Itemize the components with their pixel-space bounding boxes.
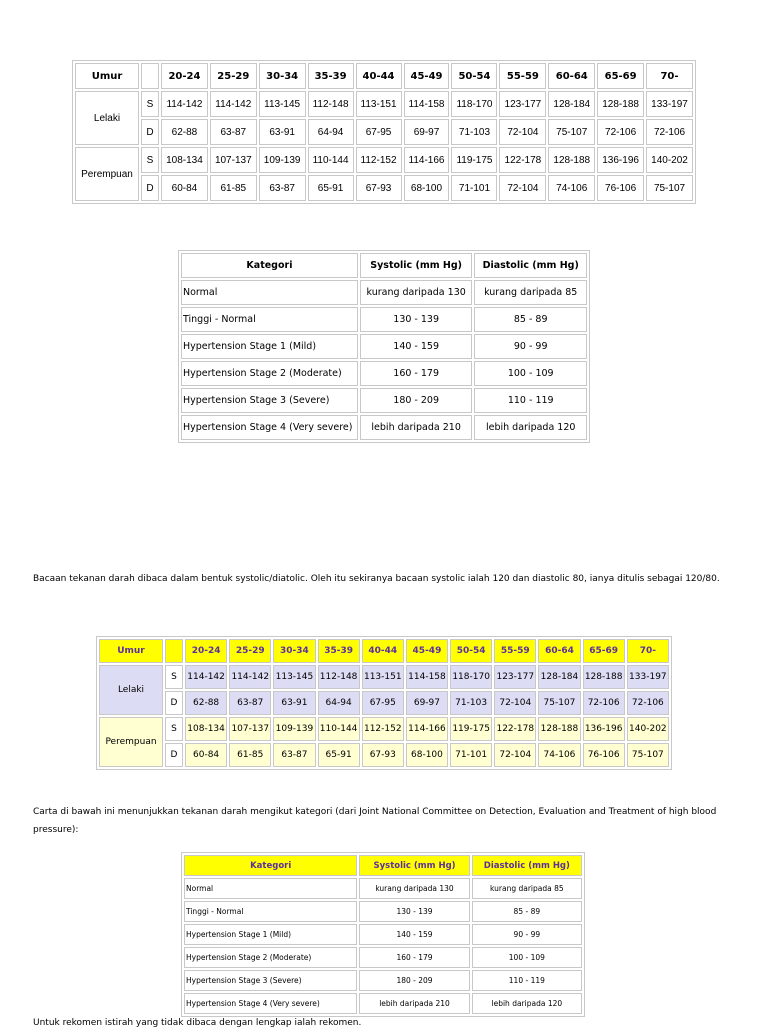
bp-range-cell: 107-137 xyxy=(210,147,257,173)
bp-range-cell: 113-151 xyxy=(356,91,402,117)
table-row xyxy=(184,878,582,899)
bp-range-cell: 62-88 xyxy=(161,119,208,145)
table-row xyxy=(75,91,693,117)
bp-range-cell: 114-142 xyxy=(161,91,208,117)
age-header-40-44: 40-44 xyxy=(356,63,402,89)
reading-type: S xyxy=(141,91,159,117)
bp-range-cell: 75-107 xyxy=(627,743,669,767)
table-row xyxy=(184,947,582,968)
kategori-cell: Normal xyxy=(181,280,358,305)
bp-range-cell: 123-177 xyxy=(494,665,536,689)
bp-range-cell: 75-107 xyxy=(646,175,693,201)
bp-range-cell: 114-158 xyxy=(404,91,450,117)
bp-range-cell: 64-94 xyxy=(318,691,360,715)
table-row xyxy=(184,924,582,945)
age-header-50-54: 50-54 xyxy=(450,639,492,663)
table-row xyxy=(184,993,582,1014)
systolic-cell: 180 - 209 xyxy=(360,388,473,413)
age-header-50-54: 50-54 xyxy=(451,63,497,89)
kategori-cell: Hypertension Stage 4 (Very severe) xyxy=(181,415,358,440)
umur-header: Umur xyxy=(75,63,139,89)
kategori-cell: Hypertension Stage 3 (Severe) xyxy=(184,970,357,991)
bp-range-cell: 72-106 xyxy=(646,119,693,145)
table-row xyxy=(181,280,587,305)
type-header xyxy=(165,639,183,663)
bp-range-cell: 113-145 xyxy=(259,91,306,117)
systolic-cell: 140 - 159 xyxy=(359,924,469,945)
bp-range-cell: 118-170 xyxy=(451,91,497,117)
bp-range-cell: 69-97 xyxy=(406,691,448,715)
diastolic-cell: 110 - 119 xyxy=(472,970,582,991)
diastolic-cell: 90 - 99 xyxy=(474,334,587,359)
age-header-70-: 70- xyxy=(627,639,669,663)
bp-range-cell: 114-166 xyxy=(406,717,448,741)
group-label-lelaki: Lelaki xyxy=(75,91,139,145)
systolic-cell: lebih daripada 210 xyxy=(359,993,469,1014)
systolic-cell: 140 - 159 xyxy=(360,334,473,359)
bp-range-cell: 140-202 xyxy=(646,147,693,173)
systolic-cell: 180 - 209 xyxy=(359,970,469,991)
kategori-cell: Tinggi - Normal xyxy=(184,901,357,922)
bp-range-cell: 72-106 xyxy=(597,119,644,145)
umur-header: Umur xyxy=(99,639,163,663)
category-table-body xyxy=(181,280,587,440)
bp-range-cell: 123-177 xyxy=(499,91,546,117)
bp-range-cell: 112-148 xyxy=(318,665,360,689)
table-row xyxy=(184,970,582,991)
table-row xyxy=(99,717,669,741)
age-header-60-64: 60-64 xyxy=(548,63,595,89)
bp-range-cell: 114-158 xyxy=(406,665,448,689)
diastolic-cell: 90 - 99 xyxy=(472,924,582,945)
diastolic-cell: 85 - 89 xyxy=(474,307,587,332)
table-row xyxy=(181,415,587,440)
bp-range-cell: 113-145 xyxy=(273,665,315,689)
age-header-35-39: 35-39 xyxy=(318,639,360,663)
kategori-cell: Hypertension Stage 2 (Moderate) xyxy=(181,361,358,386)
age-header-45-49: 45-49 xyxy=(406,639,448,663)
category-table-body xyxy=(184,878,582,1014)
diastolic-header: Diastolic (mm Hg) xyxy=(474,253,587,278)
kategori-cell: Hypertension Stage 2 (Moderate) xyxy=(184,947,357,968)
kategori-cell: Hypertension Stage 3 (Severe) xyxy=(181,388,358,413)
paragraph-reading-format: Bacaan tekanan darah dibaca dalam bentuk systolic/diatolic. Oleh itu sekiranya bacaan systolic ialah 120 dan diastolic 80, ianya ditulis sebagai 120/80. xyxy=(33,574,720,584)
bp-range-cell: 72-106 xyxy=(627,691,669,715)
bp-range-cell: 67-93 xyxy=(356,175,402,201)
bp-range-cell: 75-107 xyxy=(538,691,580,715)
bp-range-cell: 76-106 xyxy=(597,175,644,201)
age-bp-table-plain xyxy=(72,60,696,204)
table-row xyxy=(75,119,693,145)
table-row xyxy=(181,334,587,359)
reading-type: D xyxy=(141,175,159,201)
category-header-row xyxy=(181,253,587,278)
bp-range-cell: 114-142 xyxy=(185,665,227,689)
bp-range-cell: 108-134 xyxy=(161,147,208,173)
bp-range-cell: 76-106 xyxy=(583,743,625,767)
bp-range-cell: 128-184 xyxy=(538,665,580,689)
table-row xyxy=(99,743,669,767)
bp-range-cell: 118-170 xyxy=(450,665,492,689)
reading-type: S xyxy=(165,717,183,741)
bp-range-cell: 65-91 xyxy=(318,743,360,767)
category-table-plain xyxy=(178,250,590,443)
diastolic-cell: kurang daripada 85 xyxy=(472,878,582,899)
bp-range-cell: 112-152 xyxy=(362,717,404,741)
kategori-cell: Hypertension Stage 4 (Very severe) xyxy=(184,993,357,1014)
age-header-25-29: 25-29 xyxy=(210,63,257,89)
bp-range-cell: 68-100 xyxy=(404,175,450,201)
bp-range-cell: 71-103 xyxy=(450,691,492,715)
systolic-cell: kurang daripada 130 xyxy=(360,280,473,305)
bp-range-cell: 63-87 xyxy=(210,119,257,145)
bp-range-cell: 71-101 xyxy=(450,743,492,767)
bp-range-cell: 122-178 xyxy=(494,717,536,741)
bp-range-cell: 110-144 xyxy=(318,717,360,741)
diastolic-cell: lebih daripada 120 xyxy=(474,415,587,440)
bp-range-cell: 63-91 xyxy=(273,691,315,715)
diastolic-cell: 100 - 109 xyxy=(472,947,582,968)
table-row xyxy=(99,665,669,689)
bp-range-cell: 63-87 xyxy=(273,743,315,767)
bp-range-cell: 128-188 xyxy=(597,91,644,117)
bp-range-cell: 107-137 xyxy=(229,717,271,741)
bp-range-cell: 128-188 xyxy=(548,147,595,173)
bp-range-cell: 133-197 xyxy=(627,665,669,689)
kategori-header: Kategori xyxy=(184,855,357,876)
kategori-cell: Hypertension Stage 1 (Mild) xyxy=(184,924,357,945)
kategori-header: Kategori xyxy=(181,253,358,278)
bp-range-cell: 72-104 xyxy=(494,691,536,715)
systolic-cell: 160 - 179 xyxy=(360,361,473,386)
age-table-body xyxy=(75,91,693,201)
age-bp-table-colored xyxy=(96,636,672,770)
bp-range-cell: 60-84 xyxy=(161,175,208,201)
kategori-cell: Hypertension Stage 1 (Mild) xyxy=(181,334,358,359)
age-header-row xyxy=(99,639,669,663)
reading-type: D xyxy=(165,743,183,767)
bp-range-cell: 64-94 xyxy=(308,119,354,145)
bp-range-cell: 63-87 xyxy=(259,175,306,201)
age-header-20-24: 20-24 xyxy=(161,63,208,89)
table-row xyxy=(75,175,693,201)
diastolic-cell: 100 - 109 xyxy=(474,361,587,386)
bp-range-cell: 65-91 xyxy=(308,175,354,201)
bp-range-cell: 114-166 xyxy=(404,147,450,173)
bp-range-cell: 112-148 xyxy=(308,91,354,117)
bp-range-cell: 72-106 xyxy=(583,691,625,715)
age-header-60-64: 60-64 xyxy=(538,639,580,663)
reading-type: S xyxy=(165,665,183,689)
age-header-30-34: 30-34 xyxy=(273,639,315,663)
bp-range-cell: 74-106 xyxy=(548,175,595,201)
bp-range-cell: 72-104 xyxy=(499,119,546,145)
bp-range-cell: 72-104 xyxy=(499,175,546,201)
systolic-header: Systolic (mm Hg) xyxy=(360,253,473,278)
bp-range-cell: 110-144 xyxy=(308,147,354,173)
bp-range-cell: 128-188 xyxy=(583,665,625,689)
bp-range-cell: 113-151 xyxy=(362,665,404,689)
paragraph-cutoff: Untuk rekomen istirah yang tidak dibaca dengan lengkap ialah rekomen. xyxy=(33,1018,362,1028)
age-header-25-29: 25-29 xyxy=(229,639,271,663)
group-label-perempuan: Perempuan xyxy=(99,717,163,767)
bp-range-cell: 112-152 xyxy=(356,147,402,173)
reading-type: S xyxy=(141,147,159,173)
table-row xyxy=(75,147,693,173)
bp-range-cell: 71-101 xyxy=(451,175,497,201)
bp-range-cell: 128-188 xyxy=(538,717,580,741)
bp-range-cell: 69-97 xyxy=(404,119,450,145)
bp-range-cell: 109-139 xyxy=(273,717,315,741)
bp-range-cell: 109-139 xyxy=(259,147,306,173)
bp-range-cell: 136-196 xyxy=(583,717,625,741)
table-row xyxy=(181,361,587,386)
category-table-colored xyxy=(181,852,585,1017)
systolic-cell: 160 - 179 xyxy=(359,947,469,968)
bp-range-cell: 140-202 xyxy=(627,717,669,741)
bp-range-cell: 133-197 xyxy=(646,91,693,117)
bp-range-cell: 114-142 xyxy=(229,665,271,689)
bp-range-cell: 67-93 xyxy=(362,743,404,767)
systolic-cell: kurang daripada 130 xyxy=(359,878,469,899)
bp-range-cell: 136-196 xyxy=(597,147,644,173)
bp-range-cell: 67-95 xyxy=(356,119,402,145)
group-label-lelaki: Lelaki xyxy=(99,665,163,715)
age-table-body xyxy=(99,665,669,767)
bp-range-cell: 75-107 xyxy=(548,119,595,145)
diastolic-cell: lebih daripada 120 xyxy=(472,993,582,1014)
age-header-40-44: 40-44 xyxy=(362,639,404,663)
bp-range-cell: 71-103 xyxy=(451,119,497,145)
diastolic-cell: kurang daripada 85 xyxy=(474,280,587,305)
bp-range-cell: 128-184 xyxy=(548,91,595,117)
table-row xyxy=(181,307,587,332)
age-header-20-24: 20-24 xyxy=(185,639,227,663)
systolic-cell: 130 - 139 xyxy=(360,307,473,332)
bp-range-cell: 61-85 xyxy=(210,175,257,201)
bp-range-cell: 119-175 xyxy=(451,147,497,173)
group-label-perempuan: Perempuan xyxy=(75,147,139,201)
age-header-65-69: 65-69 xyxy=(583,639,625,663)
age-header-45-49: 45-49 xyxy=(404,63,450,89)
bp-range-cell: 108-134 xyxy=(185,717,227,741)
age-header-55-59: 55-59 xyxy=(494,639,536,663)
bp-range-cell: 72-104 xyxy=(494,743,536,767)
paragraph-category-intro: Carta di bawah ini menunjukkan tekanan darah mengikut kategori (dari Joint National Committee on Detection, Evaluation and Treatment of high blood pressure): xyxy=(33,807,717,835)
bp-range-cell: 60-84 xyxy=(185,743,227,767)
bp-range-cell: 68-100 xyxy=(406,743,448,767)
age-header-55-59: 55-59 xyxy=(499,63,546,89)
age-header-35-39: 35-39 xyxy=(308,63,354,89)
category-header-row xyxy=(184,855,582,876)
diastolic-header: Diastolic (mm Hg) xyxy=(472,855,582,876)
age-header-70-: 70- xyxy=(646,63,693,89)
bp-range-cell: 122-178 xyxy=(499,147,546,173)
table-row xyxy=(99,691,669,715)
systolic-cell: lebih daripada 210 xyxy=(360,415,473,440)
bp-range-cell: 119-175 xyxy=(450,717,492,741)
diastolic-cell: 85 - 89 xyxy=(472,901,582,922)
kategori-cell: Normal xyxy=(184,878,357,899)
bp-range-cell: 63-87 xyxy=(229,691,271,715)
table-row xyxy=(181,388,587,413)
bp-range-cell: 114-142 xyxy=(210,91,257,117)
table-row xyxy=(184,901,582,922)
age-header-30-34: 30-34 xyxy=(259,63,306,89)
reading-type: D xyxy=(165,691,183,715)
age-header-65-69: 65-69 xyxy=(597,63,644,89)
age-header-row xyxy=(75,63,693,89)
bp-range-cell: 67-95 xyxy=(362,691,404,715)
diastolic-cell: 110 - 119 xyxy=(474,388,587,413)
bp-range-cell: 61-85 xyxy=(229,743,271,767)
bp-range-cell: 74-106 xyxy=(538,743,580,767)
systolic-header: Systolic (mm Hg) xyxy=(359,855,469,876)
bp-range-cell: 62-88 xyxy=(185,691,227,715)
kategori-cell: Tinggi - Normal xyxy=(181,307,358,332)
bp-range-cell: 63-91 xyxy=(259,119,306,145)
reading-type: D xyxy=(141,119,159,145)
systolic-cell: 130 - 139 xyxy=(359,901,469,922)
type-header xyxy=(141,63,159,89)
